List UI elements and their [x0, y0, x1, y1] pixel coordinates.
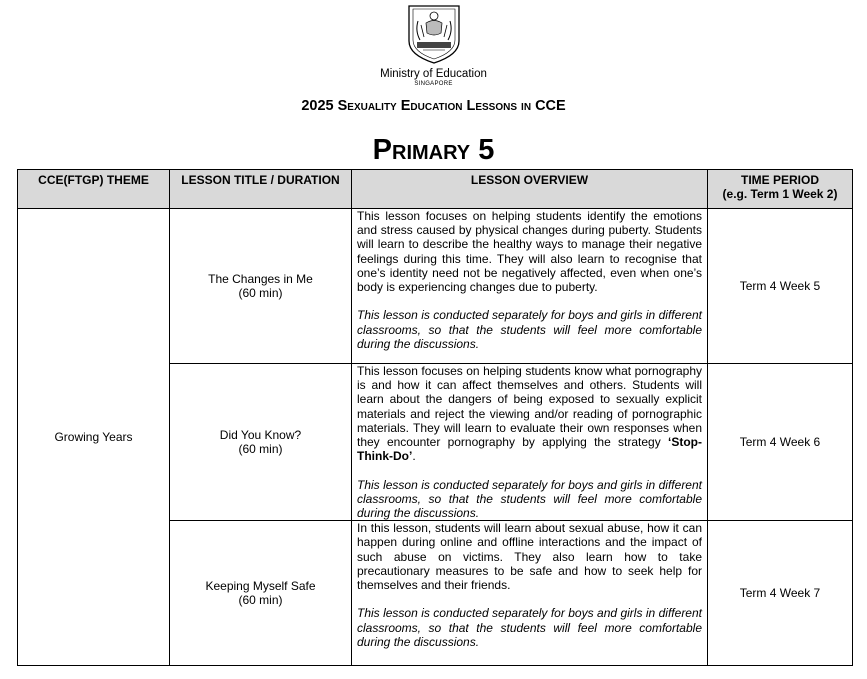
time-period-cell: Term 4 Week 7	[708, 521, 853, 666]
time-period-label: TIME PERIOD	[740, 173, 819, 187]
lesson-note: This lesson is conducted separately for boys and girls in different classrooms, so that the students will feel more comfortable during the discussions.	[357, 308, 702, 351]
lesson-duration: (60 min)	[238, 593, 283, 608]
time-period-cell: Term 4 Week 5	[708, 209, 853, 364]
lesson-overview-cell	[352, 521, 708, 666]
lessons-table	[17, 169, 853, 666]
overview-column-header: LESSON OVERVIEW	[352, 170, 708, 209]
lesson-duration: (60 min)	[238, 286, 283, 300]
lesson-overview-cell	[352, 209, 708, 364]
ministry-country: SINGAPORE	[414, 81, 453, 87]
ministry-name: Ministry of Education	[380, 68, 487, 80]
lesson-overview-text: In this lesson, students will learn about sexual abuse, how it can happen during online and offline interactions and the impact of such abuse on victims. They also learn how to take precautionary measures to be safe and how to seek help for themselves and their friends.	[357, 521, 702, 593]
lesson-overview-text: This lesson focuses on helping students know what pornography is and how it can affect themselves and others. Students will learn about the dangers of being exposed to sexually explicit materials and reject the viewing and/or reading of pornographic materials. They will learn to evaluate their own responses when they encounter pornography by applying the strategy ‘Stop-Think-Do’.	[357, 364, 702, 464]
lesson-duration: (60 min)	[238, 442, 283, 457]
time-period-example: (e.g. Term 1 Week 2)	[722, 187, 838, 202]
lesson-title-cell	[170, 209, 352, 364]
time-period-cell: Term 4 Week 6	[708, 364, 853, 521]
lesson-title: Keeping Myself Safe	[205, 579, 316, 594]
lesson-note: This lesson is conducted separately for boys and girls in different classrooms, so that the students will feel more comfortable during the discussions.	[357, 606, 702, 649]
lesson-title: Did You Know?	[219, 427, 302, 442]
time-period-column-header	[708, 170, 853, 209]
theme-column-header: CCE(FTGP) THEME	[18, 170, 170, 209]
lesson-title-cell	[170, 364, 352, 521]
lesson-title: The Changes in Me	[208, 271, 313, 286]
theme-cell: Growing Years	[18, 209, 170, 666]
document-title: 2025 Sexuality Education Lessons in CCE	[301, 98, 566, 114]
table-row	[18, 209, 853, 364]
lesson-overview-cell	[352, 364, 708, 521]
strategy-name: ‘Stop-Think-Do’	[357, 435, 702, 464]
lesson-title-cell	[170, 521, 352, 666]
level-heading: Primary 5	[372, 134, 495, 166]
table-header-row	[18, 170, 853, 209]
lesson-overview-text: This lesson focuses on helping students identify the emotions and stress caused by physical changes during puberty. Students will learn to describe the healthy ways to manage their negative feelings during this time. They will also learn to recognise that one’s identity need not be negatively affected, even when one’s body is experiencing changes due to puberty.	[357, 209, 702, 295]
lesson-note: This lesson is conducted separately for boys and girls in different classrooms, so that the students will feel more comfortable during the discussions.	[357, 477, 702, 521]
lesson-title-column-header: LESSON TITLE / DURATION	[170, 170, 352, 209]
moe-crest-icon	[404, 3, 464, 65]
